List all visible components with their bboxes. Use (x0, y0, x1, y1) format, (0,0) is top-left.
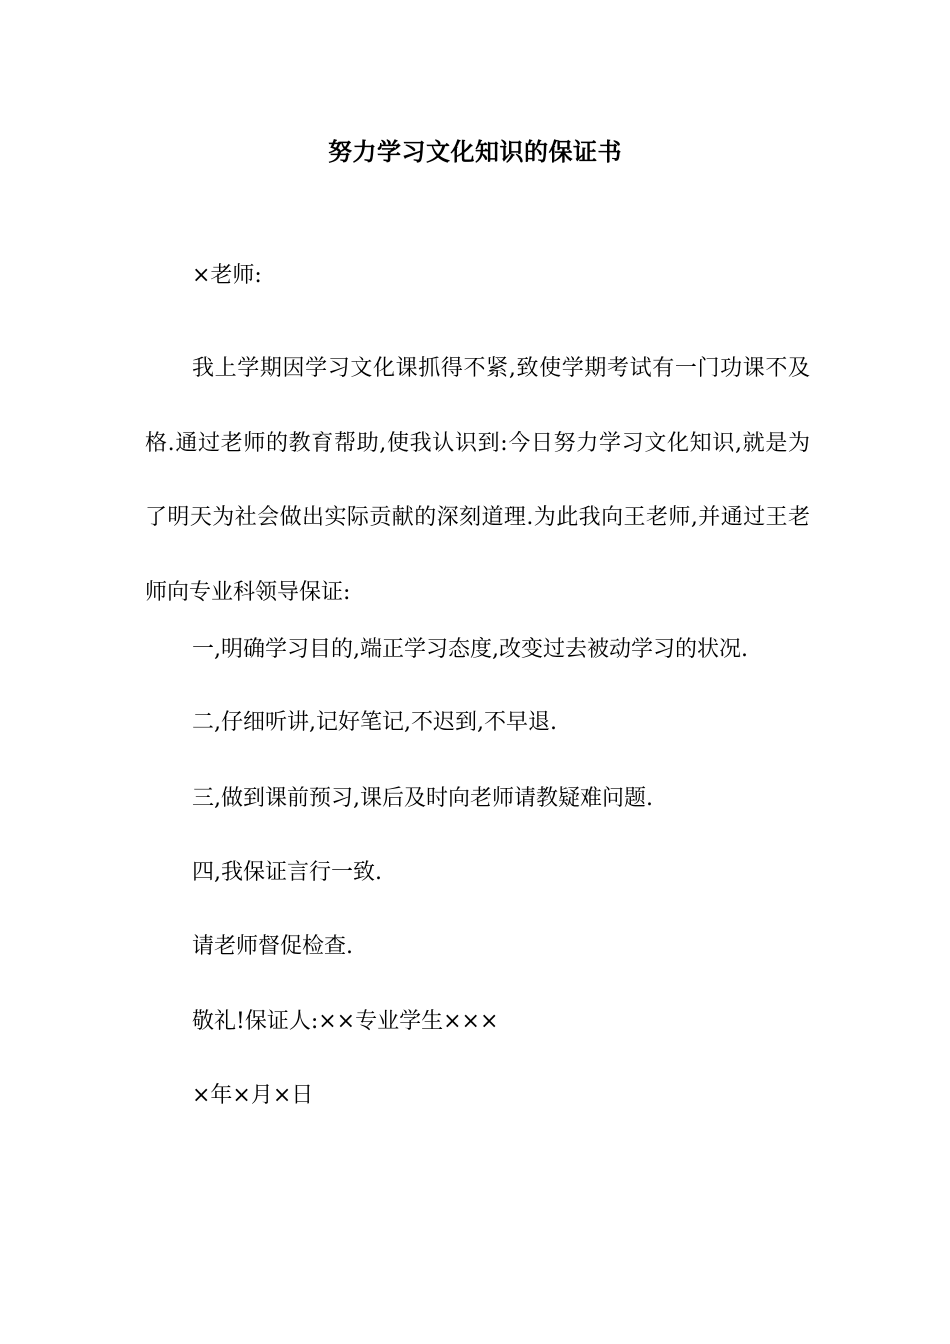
request-line: 请老师督促检查. (192, 934, 353, 959)
pledge-item-2: 二,仔细听讲,记好笔记,不迟到,不早退. (192, 710, 557, 735)
pledge-item-4: 四,我保证言行一致. (192, 860, 382, 885)
pledge-item-1: 一,明确学习目的,端正学习态度,改变过去被动学习的状况. (192, 637, 748, 662)
document-title: 努力学习文化知识的保证书 (328, 138, 622, 166)
date-line: ×年×月×日 (192, 1083, 314, 1108)
closing-signature: 敬礼!保证人:××专业学生××× (192, 1009, 499, 1034)
salutation: ×老师: (192, 263, 262, 288)
pledge-item-3: 三,做到课前预习,课后及时向老师请教疑难问题. (192, 786, 653, 811)
body-paragraph: 我上学期因学习文化课抓得不紧,致使学期考试有一门功课不及格.通过老师的教育帮助,使我认识到:今日努力学习文化知识,就是为了明天为社会做出实际贡献的深刻道理.为此我向王老师,并通过王老师向专业科领导保证: (145, 356, 810, 605)
